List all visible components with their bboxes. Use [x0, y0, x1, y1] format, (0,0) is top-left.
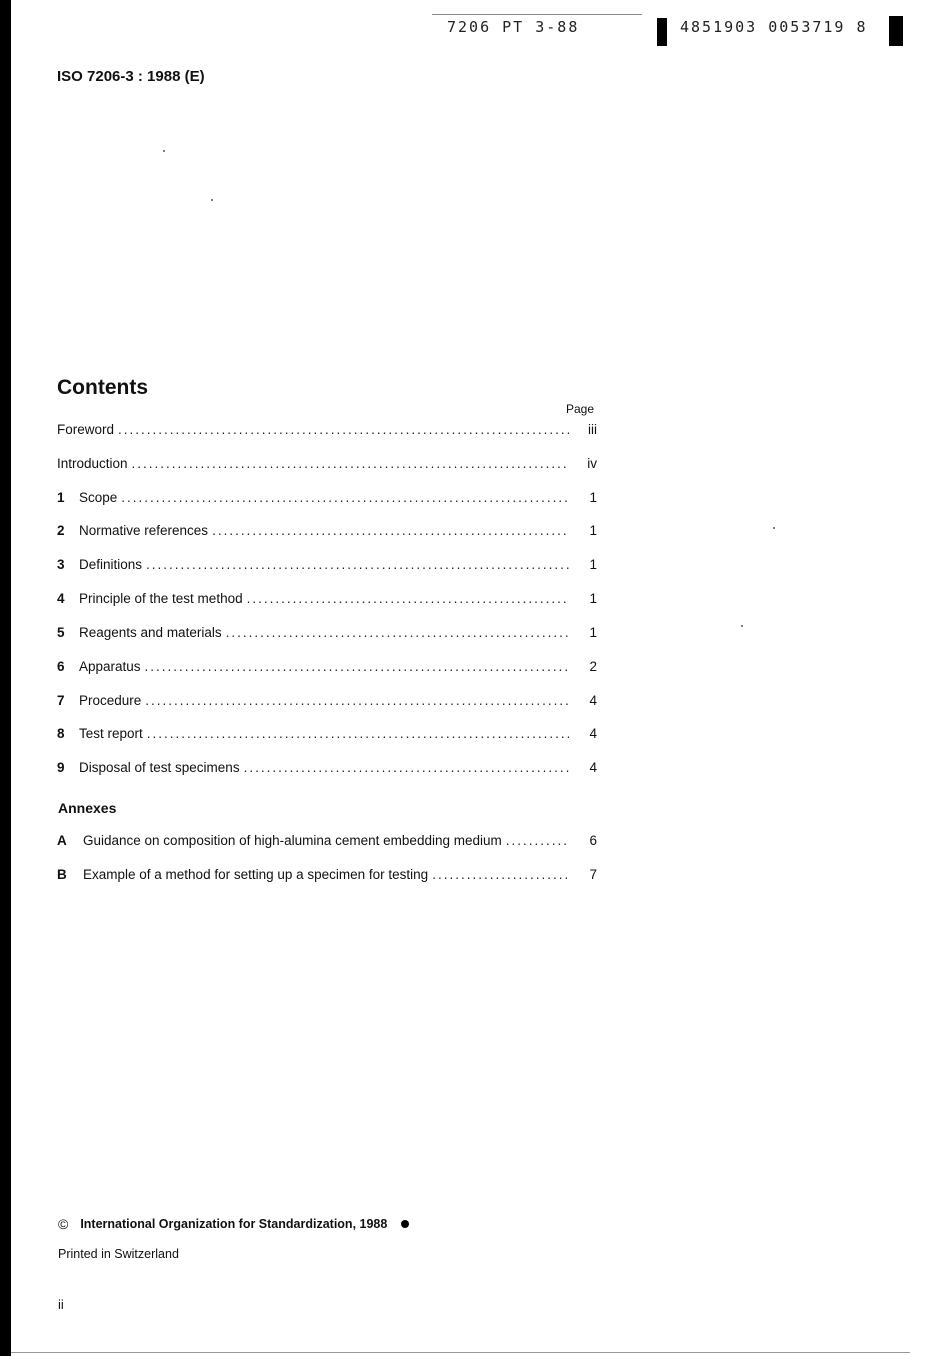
- toc-entry-number: 8: [57, 726, 65, 741]
- copyright-notice: [58, 1216, 409, 1232]
- toc-entry-number: 5: [57, 625, 65, 640]
- toc-entry[interactable]: [57, 659, 597, 679]
- toc-entry-title: Principle of the test method: [79, 591, 243, 606]
- scan-speck: [773, 527, 775, 529]
- toc-leader-dots: [147, 726, 569, 741]
- toc-entry-page: 4: [589, 726, 597, 741]
- toc-leader-dots: [132, 456, 569, 471]
- document-id: ISO 7206-3 : 1988 (E): [57, 68, 205, 85]
- toc-entry-page: iii: [588, 422, 597, 437]
- scan-bottom-line: [11, 1352, 910, 1353]
- toc-entry-title: Procedure: [79, 693, 142, 708]
- header-rule: [432, 14, 642, 15]
- toc-entry-page: 4: [589, 693, 597, 708]
- header-barcode-number: 4851903 0053719 8: [680, 18, 868, 36]
- toc-entry-number: 1: [57, 490, 65, 505]
- toc-entry[interactable]: [57, 760, 597, 780]
- toc-entry-number: 7: [57, 693, 65, 708]
- header-marker-right: [889, 16, 903, 46]
- annex-entry[interactable]: [57, 833, 597, 853]
- toc-entry-number: 6: [57, 659, 65, 674]
- annex-page: 7: [589, 867, 597, 882]
- copyright-symbol: ©: [58, 1216, 69, 1232]
- printed-location: Printed in Switzerland: [58, 1247, 179, 1261]
- annex-letter: B: [57, 867, 67, 882]
- header-code: 7206 PT 3-88: [447, 18, 580, 36]
- toc-entry-title: Scope: [79, 490, 118, 505]
- toc-entry[interactable]: [57, 726, 597, 746]
- toc-entry-title: Definitions: [79, 557, 143, 572]
- toc-entry-number: 3: [57, 557, 65, 572]
- toc-entry-page: 1: [589, 591, 597, 606]
- toc-leader-dots: [145, 659, 569, 674]
- toc-entry[interactable]: [57, 557, 597, 577]
- scan-speck: [163, 150, 165, 152]
- toc-entry-page: 1: [589, 523, 597, 538]
- header-marker-left: [657, 18, 667, 46]
- page-column-label: Page: [566, 402, 595, 416]
- toc-leader-dots: [145, 693, 569, 708]
- bullet-dot-icon: [401, 1220, 409, 1228]
- toc-entry[interactable]: [57, 523, 597, 543]
- toc-entry-number: 4: [57, 591, 65, 606]
- toc-leader-dots: [121, 490, 569, 505]
- contents-title: Contents: [57, 376, 148, 399]
- toc-leader-dots: [212, 523, 569, 538]
- scan-speck: [741, 625, 743, 627]
- page-number: ii: [58, 1297, 64, 1312]
- toc-entry-page: iv: [587, 456, 597, 471]
- annex-letter: A: [57, 833, 67, 848]
- toc-leader-dots: [146, 557, 569, 572]
- toc-entry-page: 1: [589, 490, 597, 505]
- annex-page: 6: [589, 833, 597, 848]
- toc-entry-title: Reagents and materials: [79, 625, 222, 640]
- toc-entry[interactable]: [57, 490, 597, 510]
- copyright-text: International Organization for Standardization, 1988: [80, 1217, 388, 1231]
- toc-entry-title: Test report: [79, 726, 143, 741]
- scan-edge-bar: [0, 0, 11, 1356]
- toc-entry-page: 4: [589, 760, 597, 775]
- toc-entry-title: Foreword: [57, 422, 115, 437]
- annex-title: Example of a method for setting up a specimen for testing: [83, 867, 429, 882]
- toc-entry-page: 2: [589, 659, 597, 674]
- toc-entry-page: 1: [589, 557, 597, 572]
- toc-entry[interactable]: [57, 591, 597, 611]
- toc-entry[interactable]: [57, 625, 597, 645]
- toc-leader-dots: [226, 625, 569, 640]
- toc-entry-title: Normative references: [79, 523, 209, 538]
- toc-entry[interactable]: [57, 422, 597, 442]
- toc-entry-page: 1: [589, 625, 597, 640]
- annexes-heading: Annexes: [58, 800, 117, 816]
- toc-entry-title: Introduction: [57, 456, 128, 471]
- toc-leader-dots: [118, 422, 569, 437]
- toc-leader-dots: [432, 867, 569, 882]
- toc-entry-title: Disposal of test specimens: [79, 760, 240, 775]
- annex-entry[interactable]: [57, 867, 597, 887]
- toc-leader-dots: [506, 833, 569, 848]
- toc-leader-dots: [244, 760, 569, 775]
- toc-leader-dots: [247, 591, 569, 606]
- annex-title: Guidance on composition of high-alumina cement embedding medium: [83, 833, 502, 848]
- toc-entry-number: 2: [57, 523, 65, 538]
- toc-entry-title: Apparatus: [79, 659, 141, 674]
- toc-entry-number: 9: [57, 760, 65, 775]
- scan-speck: [211, 199, 213, 201]
- toc-entry[interactable]: [57, 456, 597, 476]
- toc-entry[interactable]: [57, 693, 597, 713]
